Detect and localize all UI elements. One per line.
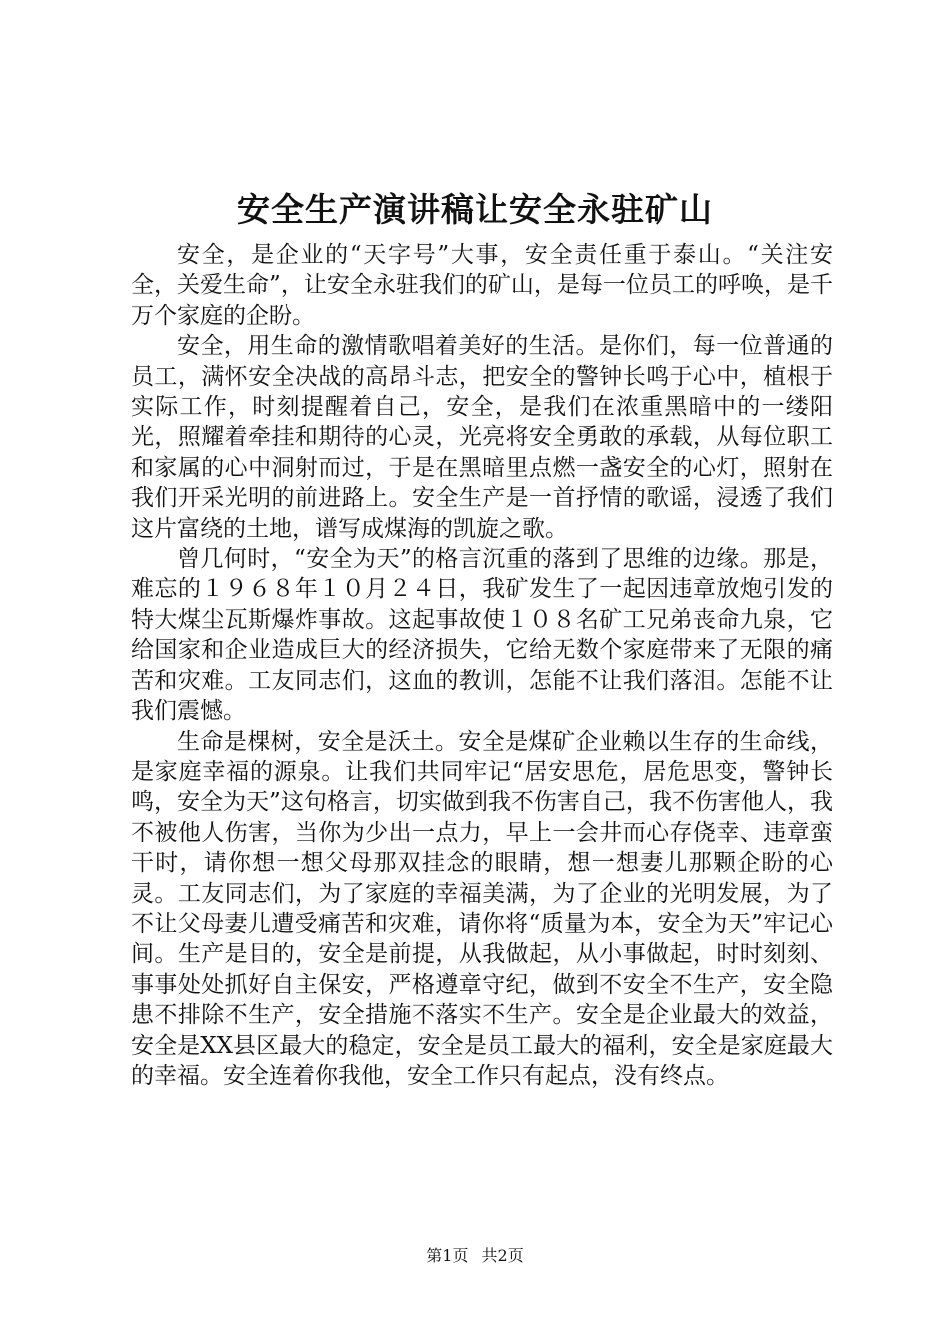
- paragraph-4: 生命是棵树，安全是沃土。安全是煤矿企业赖以生存的生命线，是家庭幸福的源泉。让我们共同牢记“居安思危，居危思变，警钟长鸣，安全为天”这句格言，切实做到我不伤害自己，我不伤害他人，我不被他人伤害，当你为少出一点力，早上一会井而心存侥幸、违章蛮干时，请你想一想父母那双挂念的眼睛，想一想妻儿那颗企盼的心灵。工友同志们，为了家庭的幸福美满，为了企业的光明发展，为了不让父母妻儿遭受痛苦和灾难，请你将“质量为本，安全为天”牢记心间。生产是目的，安全是前提，从我做起，从小事做起，时时刻刻、事事处处抓好自主保安，严格遵章守纪，做到不安全不生产，安全隐患不排除不生产，安全措施不落实不生产。安全是企业最大的效益，安全是XX县区最大的稳定，安全是员工最大的福利，安全是家庭最大的幸福。安全连着你我他，安全工作只有起点，没有终点。: [131, 728, 833, 1089]
- page-footer: [0, 1245, 950, 1267]
- page-total: 共2页: [481, 1246, 524, 1265]
- document-body: [131, 240, 833, 1091]
- page-number: 第1页: [426, 1246, 469, 1265]
- paragraph-2: 安全，用生命的激情歌唱着美好的生活。是你们，每一位普通的员工，满怀安全决战的高昂斗志，把安全的警钟长鸣于心中，植根于实际工作，时刻提醒着自己，安全，是我们在浓重黑暗中的一缕阳光，照耀着牵挂和期待的心灵，光亮将安全勇敢的承载，从每位职工和家属的心中洞射而过，于是在黑暗里点燃一盏安全的心灯，照射在我们开采光明的前进路上。安全生产是一首抒情的歌谣，浸透了我们这片富绕的土地，谱写成煤海的凯旋之歌。: [131, 333, 833, 542]
- page-title: 安全生产演讲稿让安全永驻矿山: [237, 190, 713, 229]
- paragraph-1: 安全，是企业的“天字号”大事，安全责任重于泰山。“关注安全，关爱生命”，让安全永驻我们的矿山，是每一位员工的呼唤，是千万个家庭的企盼。: [131, 242, 833, 329]
- paragraph-3: 曾几何时，“安全为天”的格言沉重的落到了思维的边缘。那是，难忘的１９６８年１０月２４日，我矿发生了一起因违章放炮引发的特大煤尘瓦斯爆炸事故。这起事故使１０８名矿工兄弟丧命九泉，它给国家和企业造成巨大的经济损失，它给无数个家庭带来了无限的痛苦和灾难。工友同志们，这血的教训，怎能不让我们落泪。怎能不让我们震憾。: [131, 546, 833, 725]
